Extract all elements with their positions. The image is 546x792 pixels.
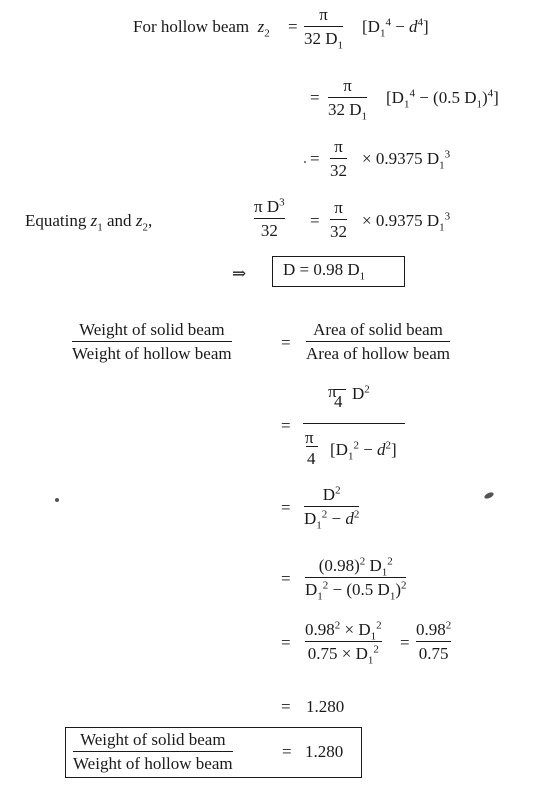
fraction-area-ratio: Area of solid beam Area of hollow beam: [306, 320, 450, 363]
equals-sign: =: [281, 697, 291, 716]
equals-sign: =: [282, 742, 292, 761]
equals-sign: =: [310, 211, 320, 230]
equals-sign: =: [281, 569, 291, 588]
four-denominator: 4: [334, 392, 343, 411]
equals-sign: =: [281, 333, 291, 352]
equals-sign: =: [281, 416, 291, 435]
fraction-bar-small: [334, 389, 346, 390]
four-denominator: 4: [307, 449, 316, 468]
fraction-substituted: $(0.98)^2$ $D_1^2$ $D_1^2 - (0.5$ $D_1)^2$: [305, 555, 407, 603]
result-value: 1.280: [306, 697, 345, 716]
equals-sign: =: [288, 17, 298, 36]
main-fraction-bar: [303, 423, 405, 424]
scan-speck: [55, 498, 59, 502]
equals-sign: =: [310, 149, 320, 168]
fraction-pi-over-32: π 32: [330, 137, 347, 180]
fraction-weight-ratio: Weight of solid beam Weight of hollow beam: [72, 320, 232, 363]
z2-result: × 0.9375 $D_1^3$: [362, 210, 451, 234]
hollow-beam-label: For hollow beam $z_2$: [133, 17, 270, 40]
d-squared: $D^2$: [352, 383, 370, 403]
hollow-bracket-term: $[D_1^4 - d^4]$: [362, 16, 429, 40]
area-hollow-bracket: $[D_1^2 - d^2]$: [330, 439, 397, 463]
fraction-d2-ratio: $D^2$ $D_1^2 - d^2$: [304, 484, 360, 532]
diameter-relation: D = 0.98 $D_1$: [283, 260, 366, 283]
equals-sign: =: [281, 498, 291, 517]
pi-symbol: π: [305, 428, 314, 447]
fraction-bar-small: [306, 446, 318, 447]
fraction-pi-over-32: π 32: [330, 198, 347, 241]
implies-arrow: ⇒: [232, 264, 247, 283]
pi-symbol: π: [328, 382, 337, 401]
hollow-bracket-term-2: [$D_1^4 - (0.5$ $D_1)^4$]: [386, 87, 499, 111]
equals-sign: =: [281, 633, 291, 652]
fraction-simplified: $0.98^2 \times D_1^2$ $0.75 \times D_1^2$: [305, 619, 382, 667]
equals-sign: =: [400, 633, 410, 652]
fraction-final: 0.98$^2$ 0.75: [416, 619, 452, 663]
fraction-pi-over-32d1: π 32 $D_1$: [328, 76, 368, 123]
scan-speck: [483, 491, 494, 500]
equating-label: Equating $z_1$ and $z_2$,: [25, 211, 153, 234]
z2-result: × 0.9375 $D_1^3$: [362, 148, 451, 172]
scan-speck: [304, 161, 306, 163]
fraction-pi-over-32d1: π 32 $D_1$: [304, 5, 344, 52]
fraction-pid3-over-32: π $D^3$ 32: [254, 196, 285, 240]
final-result-value: 1.280: [305, 742, 344, 761]
equals-sign: =: [310, 88, 320, 107]
fraction-weight-ratio: Weight of solid beam Weight of hollow beam: [73, 730, 233, 773]
